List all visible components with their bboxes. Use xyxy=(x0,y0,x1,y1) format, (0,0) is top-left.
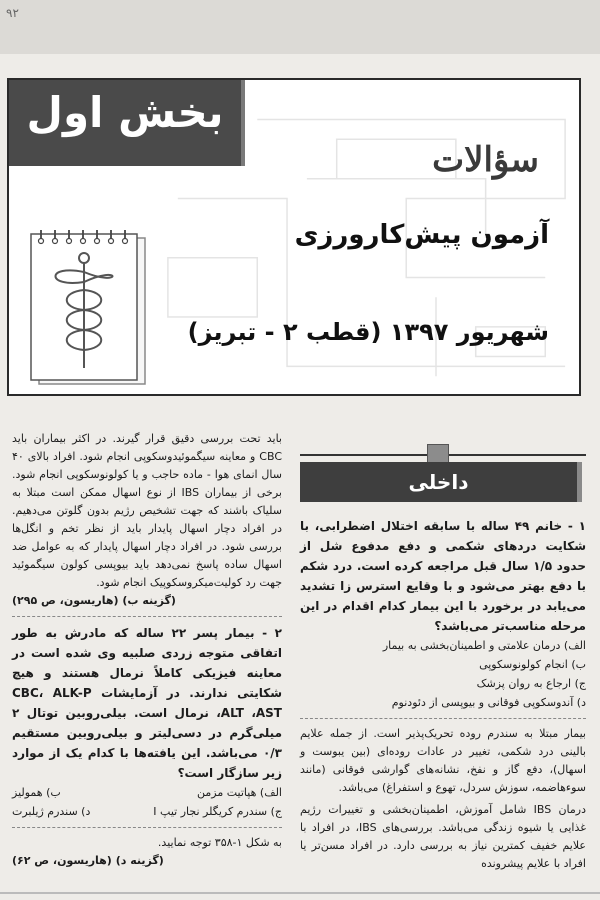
topic-header xyxy=(300,440,586,516)
page-bottom-rule xyxy=(0,892,600,894)
q2-option-a: الف) هپاتیت مزمن xyxy=(197,786,282,799)
q2-option-b: ب) همولیز xyxy=(12,786,61,799)
q1-option-d: د) آندوسکوپی فوقانی و بیوپسی از دئودنوم xyxy=(391,696,586,709)
answer-2-choice: (گزینه د) xyxy=(115,854,164,867)
question-1: ۱ - خانم ۴۹ ساله با سابقه اختلال اضطرابی، با شکایت دردهای شکمی و دفع مدفوع شل از حدود ۱/۵ سال قبل مراجعه کرده است. درد شکم با دفع بهتر می‌شود و با وقایع استرس زا تشدید می‌یابد در برخورد با این بیمار کدام اقدام در این مرحله مناسب‌تر می‌باشد؟ xyxy=(300,519,586,633)
separator xyxy=(12,827,282,828)
exam-date: شهریور ۱۳۹۷ (قطب ۲ - تبریز) xyxy=(187,318,549,346)
q2-option-d: د) سندرم ژیلبرت xyxy=(12,805,91,818)
separator xyxy=(12,616,282,617)
answer-1-choice: (گزینه ب) xyxy=(122,594,176,607)
explanation-paragraph-2: درمان IBS شامل آموزش، اطمینان‌بخشی و تغییرات رژیم غذایی یا شیوه زندگی می‌باشد. بررسی‌های IBS، در افراد با علایم خفیف کمترین نیاز به بررسی دارد. در افراد مسن‌تر یا افراد با علایم پیشرونده xyxy=(300,803,586,870)
answer-2-text: به شکل ۱-۳۵۸ توجه نمایید. xyxy=(157,836,282,849)
q2-options-row-1 xyxy=(12,783,282,802)
q1-option-c: ج) ارجاع به روان پزشک xyxy=(476,677,586,690)
page-number: ۹۲ xyxy=(6,6,19,20)
answer-1-key xyxy=(12,592,282,610)
answer-1-text: باید تحت بررسی دقیق قرار گیرند. در اکثر بیماران باید CBC و معاینه سیگموئیدوسکوپی انجام شود. افراد بالای ۴۰ سال انمای هوا - ماده حاجب و یا کولونوسکوپی انجام شود. برخی از بیماران IBS از نوع اسهال ممکن است مبتلا به سلیاک باشند که جهت تشخیص رژیم بدون گلوتن می‌دهیم. در افراد دچار اسهال پایدار باید از نظر تخم و انگل‌ها بررسی شود. در افراد دچار اسهال پایدار که به عوامل ضد اسهال ساده پاسخ نمی‌دهد باید بیوپسی کولون سیگموئید جهت رد کولیت‌میکروسکوپیک انجام شود. xyxy=(12,432,282,589)
answer-1-reference: (هاریسون، ص ۲۹۵) xyxy=(12,594,119,607)
q2-option-c: ج) سندرم کریگلر نجار تیپ I xyxy=(153,805,282,818)
exam-title: آزمون پیش‌کارورزی xyxy=(294,220,549,250)
chapter-banner xyxy=(7,78,581,396)
topic-title: داخلی xyxy=(300,462,582,502)
right-column xyxy=(300,440,586,873)
question-2: ۲ - بیمار پسر ۲۲ ساله که مادرش به طور اتفاقی متوجه زردی صلبیه وی شده است در معاینه فیزیکی کاملاً نرمال هستند و هیچ شکایتی ندارند. در آزمایشات CBC، ALK-P ،ALT ،AST نرمال است. بیلی‌روبین توتال ۲ میلی‌گرم در دسی‌لیتر و بیلی‌روبین مستقیم ۰/۳ می‌باشد. این یافته‌ها با کدام یک از موارد زیر سازگار است؟ xyxy=(12,626,282,780)
questions-heading: سؤالات xyxy=(432,140,539,180)
answer-2-reference: (هاریسون، ص ۶۲) xyxy=(12,854,112,867)
section-label-box xyxy=(9,80,245,166)
left-column xyxy=(12,430,282,870)
caduceus-notebook-icon xyxy=(21,228,151,386)
section-title: بخش اول xyxy=(26,88,224,137)
q1-option-b: ب) انجام کولونوسکوپی xyxy=(479,658,586,671)
q1-option-a: الف) درمان علامتی و اطمینان‌بخشی به بیمار xyxy=(382,639,586,652)
page-header-strip xyxy=(0,0,600,54)
separator xyxy=(300,718,586,719)
explanation-paragraph-1: بیمار مبتلا به سندرم روده تحریک‌پذیر است. از جمله علایم بالینی درد شکمی، تغییر در عادات روده‌ای (بین یبوست و اسهال)، دفع گاز و نفخ، نشانه‌های گوارشی فوقانی (مانند سوءهاضمه، سوزش سردل، تهوع و استفراغ) می‌باشد. xyxy=(300,727,586,794)
q2-options-row-2 xyxy=(12,802,282,821)
answer-2-key xyxy=(12,852,282,870)
